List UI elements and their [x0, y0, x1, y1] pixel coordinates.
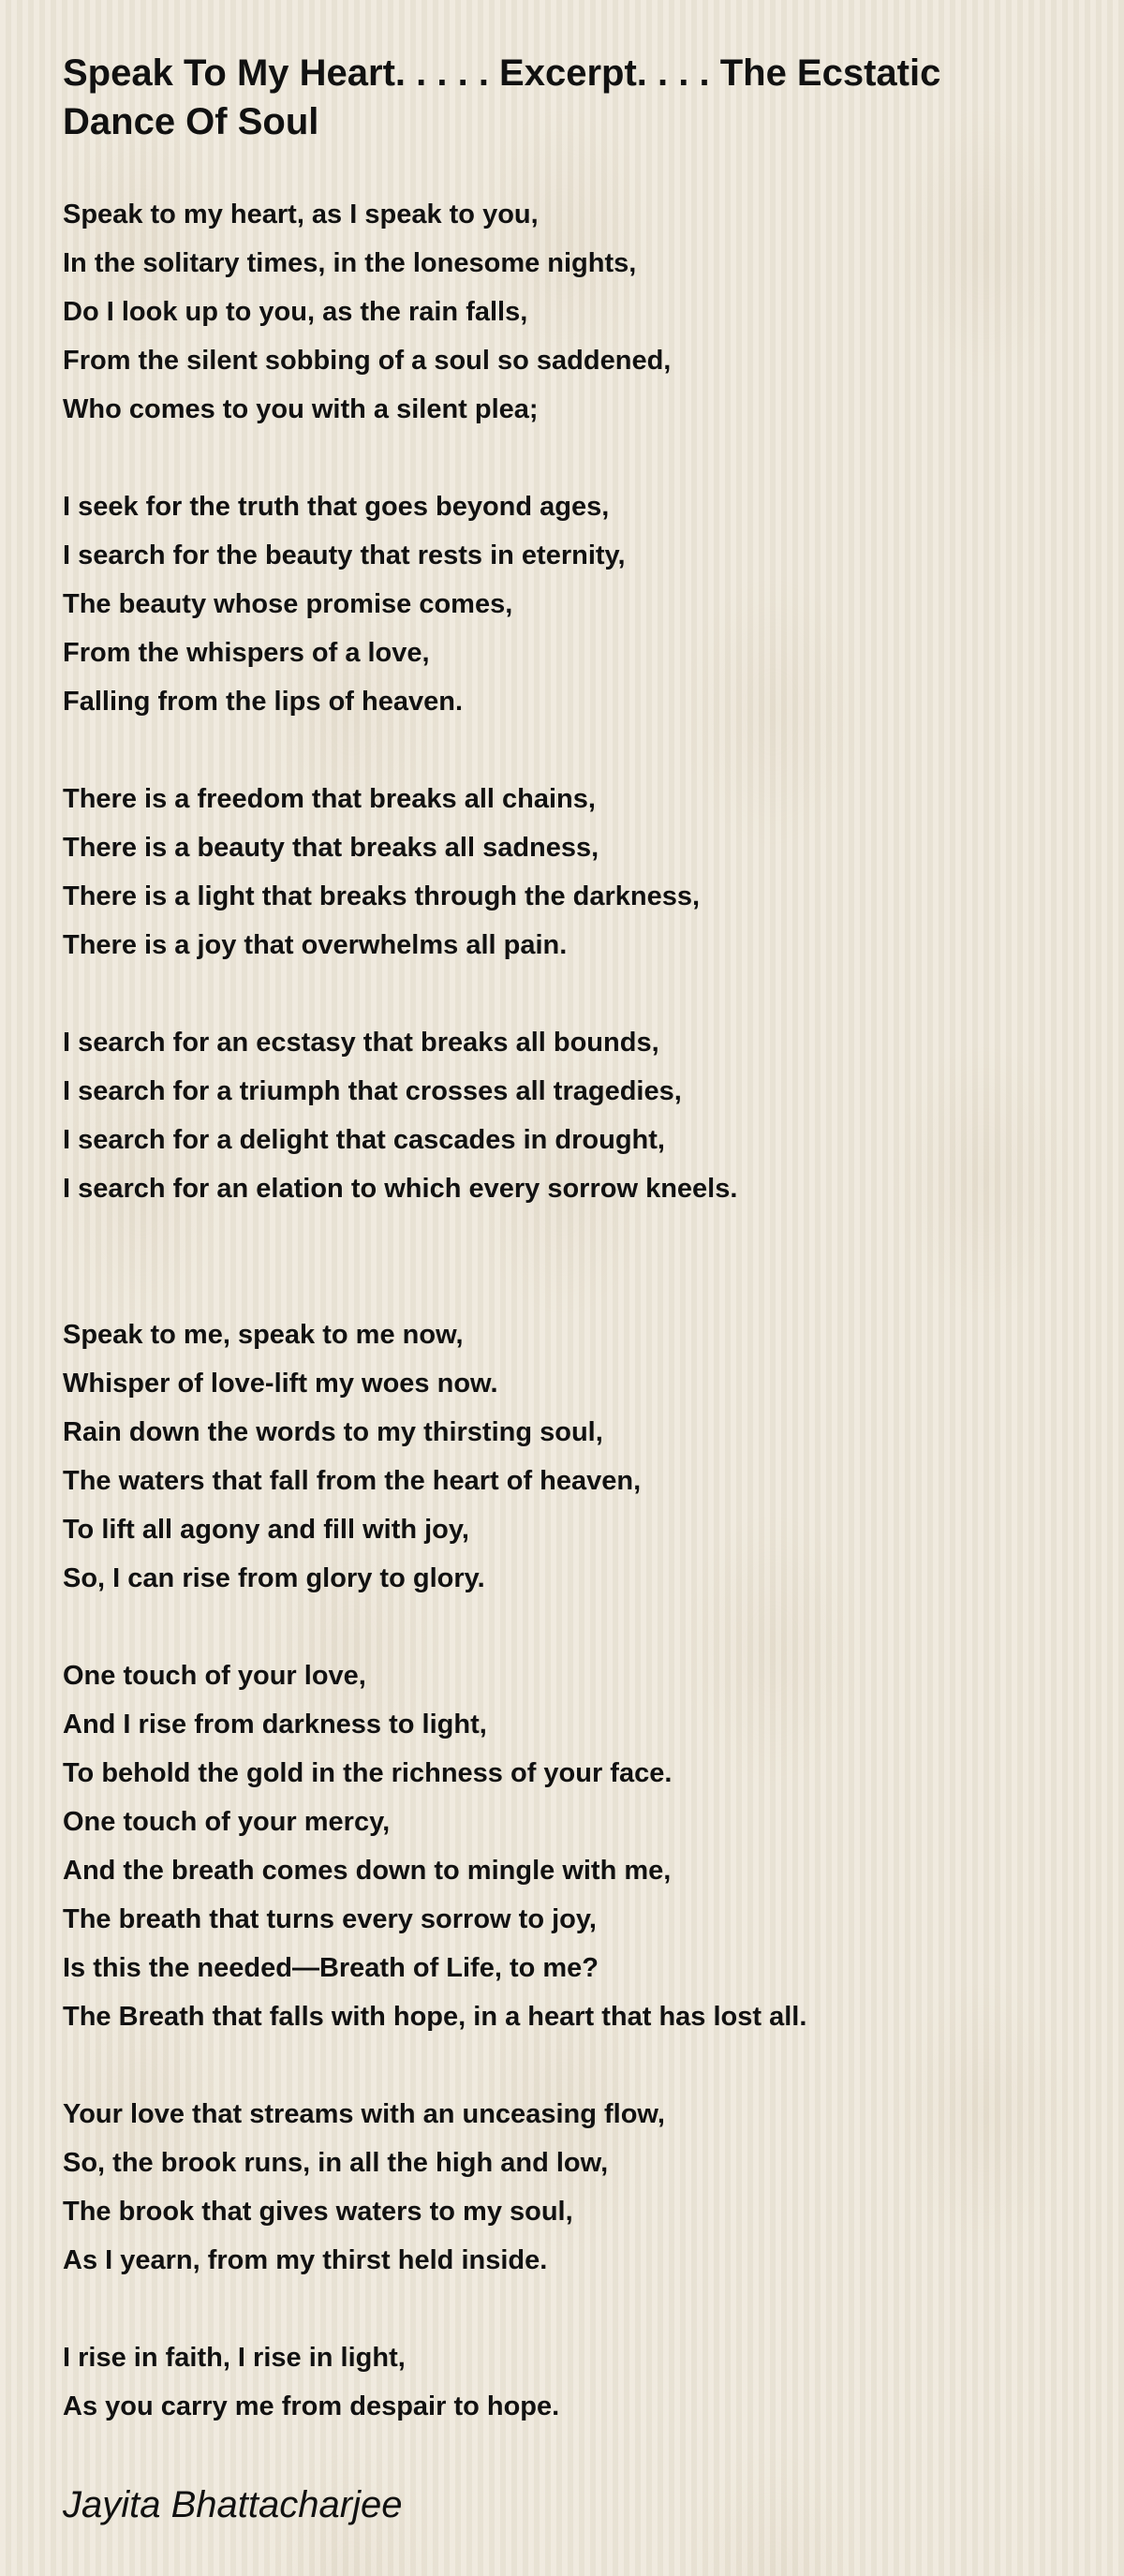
poem-line: Speak to my heart, as I speak to you, — [63, 200, 539, 229]
poem-line: One touch of your mercy, — [63, 1807, 391, 1837]
stanza — [63, 1018, 1074, 1213]
poem-line: So, the brook runs, in all the high and low, — [63, 2148, 609, 2178]
stanza — [63, 2090, 1074, 2285]
poem-line: The Breath that falls with hope, in a heart that has lost all. — [63, 2002, 807, 2032]
poem-title: Speak To My Heart. . . . . Excerpt. . . . The Ecstatic Dance Of Soul — [63, 52, 941, 142]
poem-line: I seek for the truth that goes beyond ages, — [63, 492, 610, 522]
poem-line: In the solitary times, in the lonesome nights, — [63, 248, 637, 278]
poem-line: I search for a delight that cascades in drought, — [63, 1125, 665, 1155]
stanza — [63, 190, 1074, 434]
poem-line: I search for an elation to which every sorrow kneels. — [63, 1174, 738, 1204]
poem-line: I search for an ecstasy that breaks all bounds, — [63, 1028, 659, 1058]
stanza — [63, 1310, 1074, 1603]
poem-line: There is a freedom that breaks all chains, — [63, 784, 596, 814]
poem-line: To behold the gold in the richness of your face. — [63, 1758, 673, 1788]
poem-line: The brook that gives waters to my soul, — [63, 2197, 573, 2227]
poem-line: There is a joy that overwhelms all pain. — [63, 930, 568, 960]
poem-author: Jayita Bhattacharjee — [63, 2484, 403, 2525]
poem-line: As you carry me from despair to hope. — [63, 2391, 560, 2421]
stanza — [63, 2333, 1074, 2431]
poem-line: There is a beauty that breaks all sadness, — [63, 833, 599, 863]
poem-line: Speak to me, speak to me now, — [63, 1320, 464, 1350]
poem-line: One touch of your love, — [63, 1661, 366, 1691]
poem-line: To lift all agony and fill with joy, — [63, 1515, 469, 1545]
poem-line: Who comes to you with a silent plea; — [63, 394, 539, 424]
poem-line: Your love that streams with an unceasing flow, — [63, 2099, 665, 2129]
poem-line: From the whispers of a love, — [63, 638, 430, 668]
poem-line: So, I can rise from glory to glory. — [63, 1563, 485, 1593]
poem-line: Is this the needed—Breath of Life, to me? — [63, 1953, 599, 1983]
stanza — [63, 482, 1074, 726]
poem-line: I rise in faith, I rise in light, — [63, 2343, 406, 2373]
poem-line: The breath that turns every sorrow to joy, — [63, 1904, 597, 1934]
stanza — [63, 775, 1074, 970]
poem-line: Whisper of love-lift my woes now. — [63, 1369, 498, 1399]
poem-line: And the breath comes down to mingle with me, — [63, 1856, 672, 1886]
poem-line: From the silent sobbing of a soul so saddened, — [63, 346, 672, 376]
stanza — [63, 1651, 1074, 2041]
poem-line: As I yearn, from my thirst held inside. — [63, 2245, 548, 2275]
poem-line: Do I look up to you, as the rain falls, — [63, 297, 528, 327]
poem-line: The waters that fall from the heart of heaven, — [63, 1466, 642, 1496]
poem-line: And I rise from darkness to light, — [63, 1710, 487, 1740]
poem-line: Falling from the lips of heaven. — [63, 687, 463, 717]
poem-line: I search for the beauty that rests in eternity, — [63, 540, 626, 570]
poem-line: I search for a triumph that crosses all tragedies, — [63, 1076, 682, 1106]
poem-line: There is a light that breaks through the darkness, — [63, 881, 701, 911]
poem-line: The beauty whose promise comes, — [63, 589, 513, 619]
poem-body — [63, 190, 1074, 2480]
poem-line: Rain down the words to my thirsting soul, — [63, 1417, 603, 1447]
